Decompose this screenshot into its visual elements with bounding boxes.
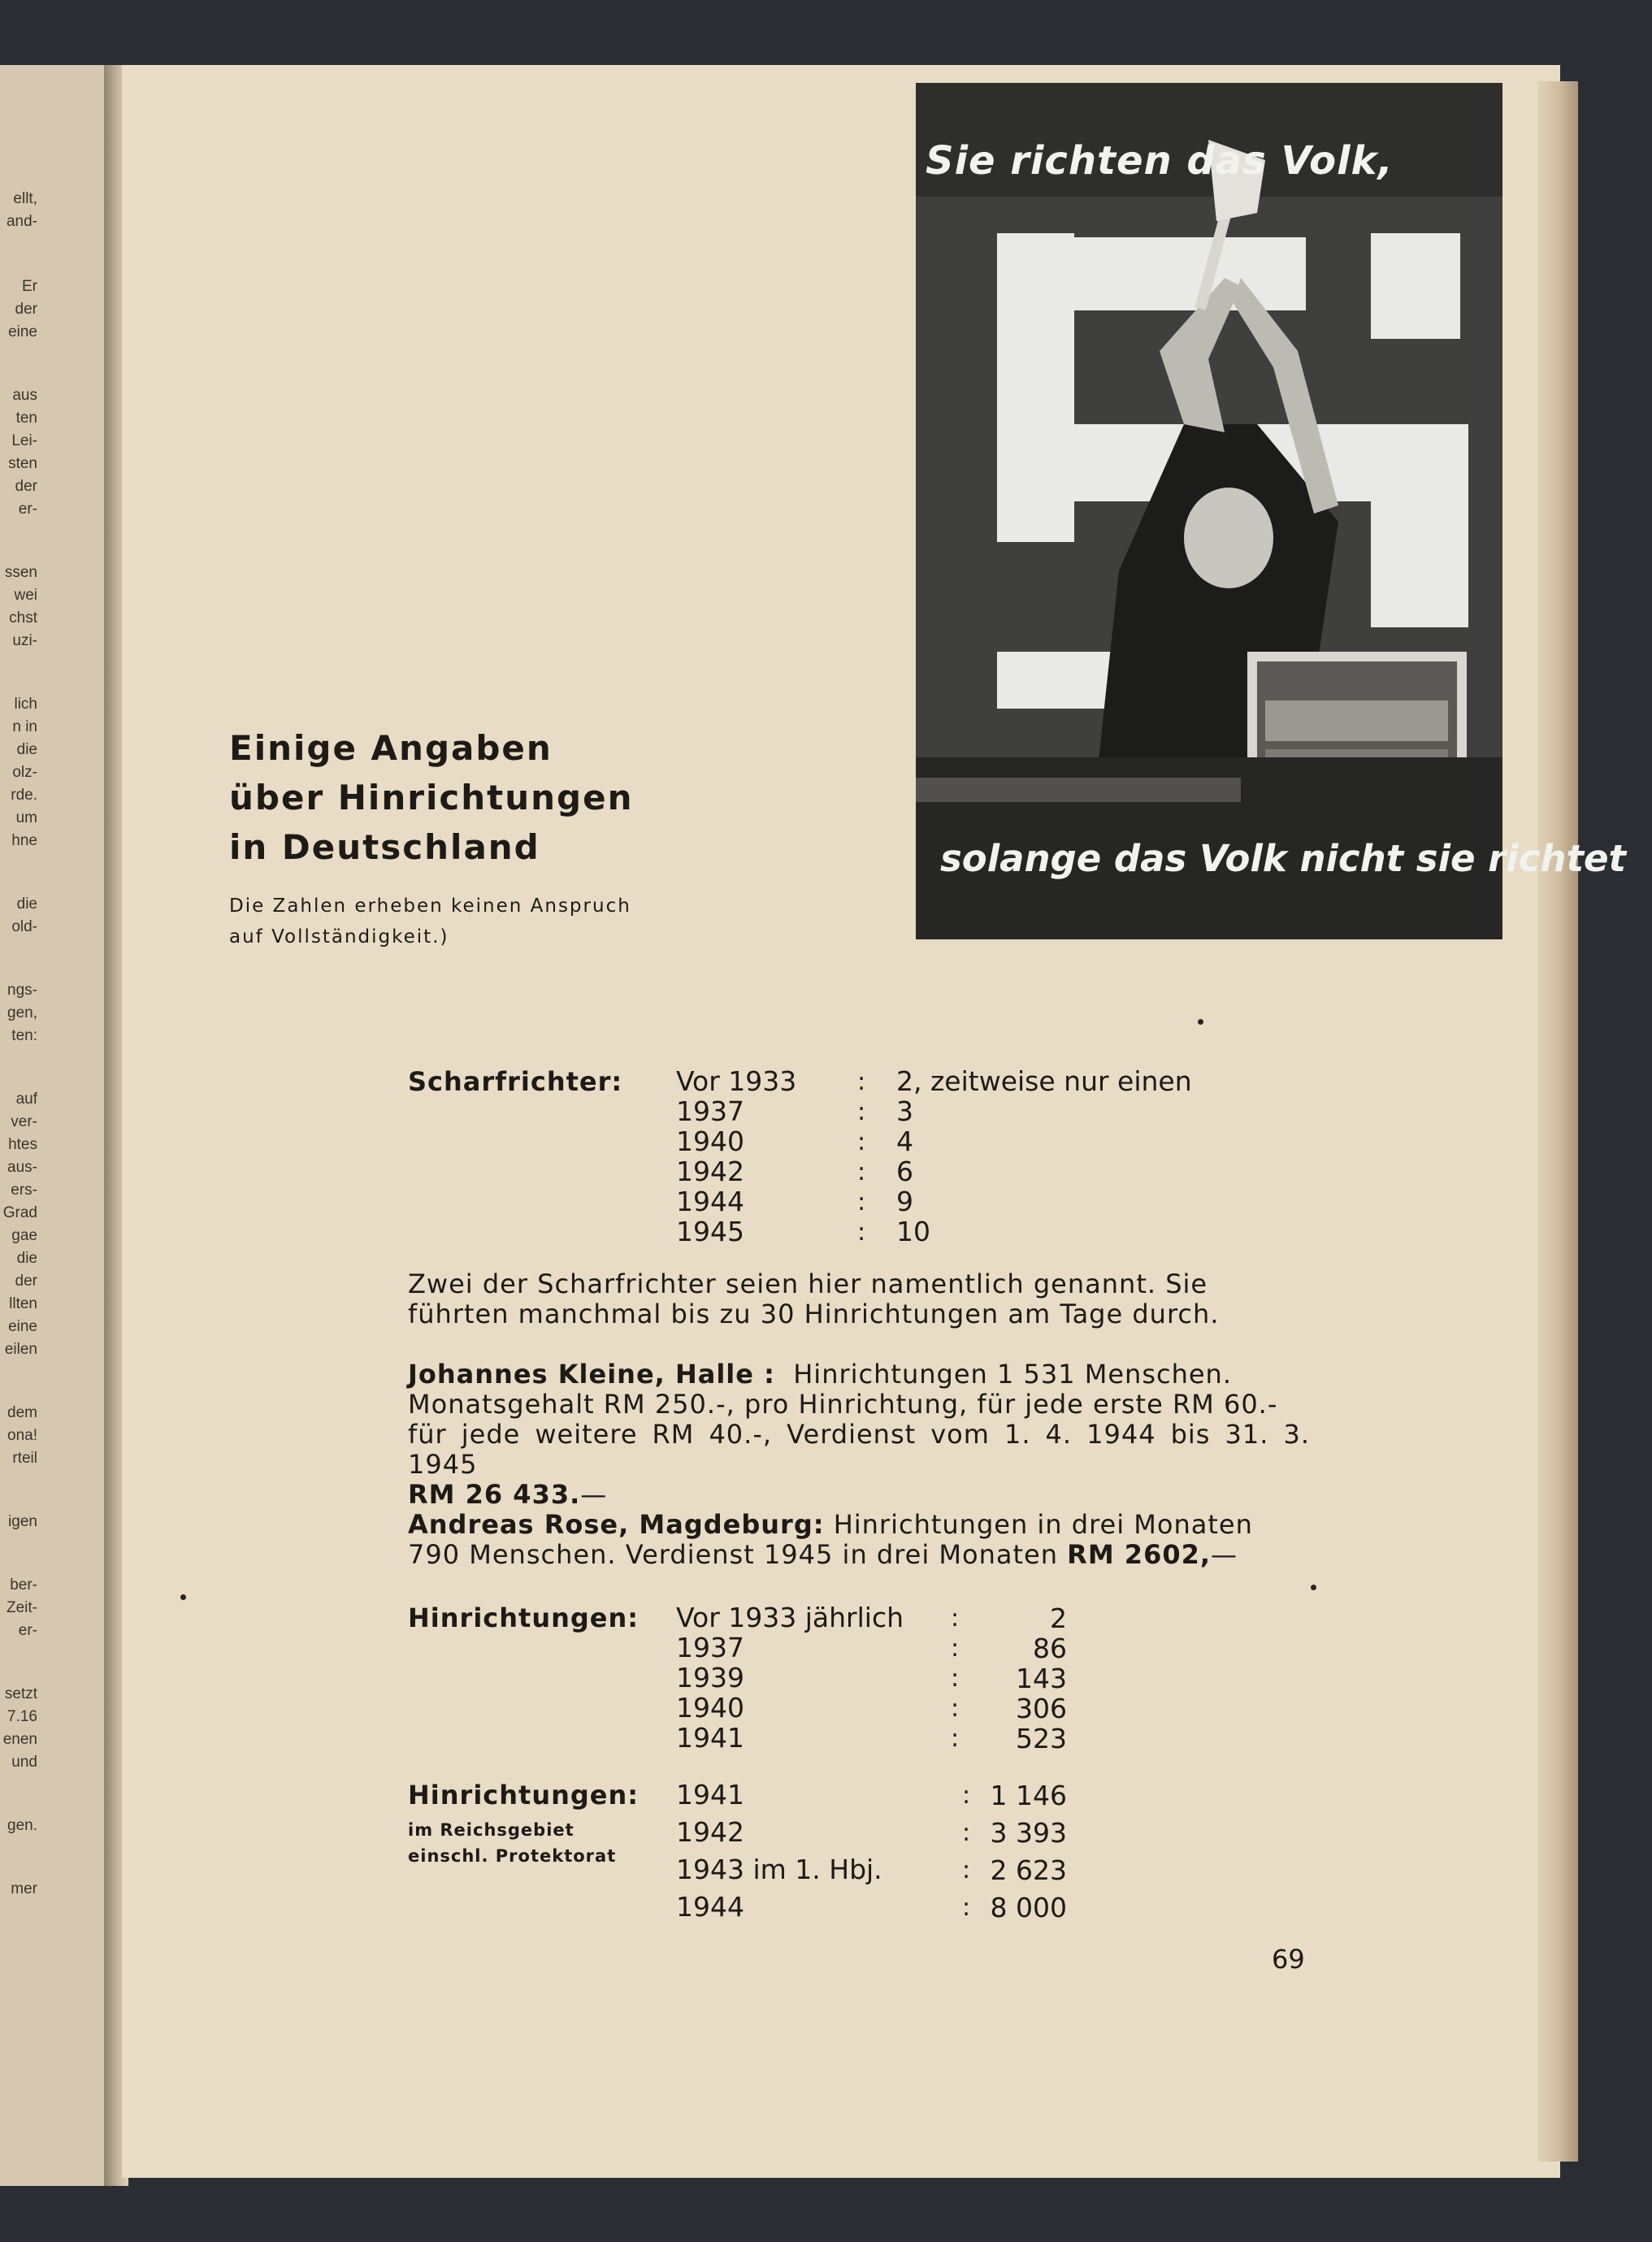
execution-year: 1937 [676, 1632, 744, 1663]
margin-fragment: Grad [2, 1204, 37, 1221]
margin-fragment: n in [12, 718, 37, 735]
margin-fragment: eilen [4, 1341, 37, 1358]
margin-fragment: der [15, 1273, 37, 1290]
margin-fragment: aus [12, 387, 37, 404]
execution-year: 1941 [676, 1722, 744, 1754]
poster-white-bar [997, 237, 1306, 310]
table-separator: : [857, 1188, 866, 1216]
margin-fragment: llten [9, 1295, 37, 1312]
note-line: Die Zahlen erheben keinen Anspruch [229, 895, 631, 917]
scharfrichter-year: 1942 [676, 1156, 744, 1187]
title-line: über Hinrichtungen [229, 778, 634, 817]
title-line: Einige Angaben [229, 728, 553, 768]
margin-fragment: um [15, 809, 37, 826]
margin-fragment: gen, [7, 1004, 37, 1021]
margin-fragment: uzi- [12, 632, 37, 649]
rose-name: Andreas Rose, Magdeburg: [408, 1509, 825, 1540]
page-title [229, 723, 633, 872]
margin-fragment: htes [8, 1136, 37, 1153]
margin-fragment: olz- [12, 764, 37, 781]
margin-fragment: sten [8, 455, 37, 472]
table-separator: : [857, 1098, 866, 1126]
margin-fragment: die [16, 1250, 37, 1267]
table-separator: : [951, 1724, 960, 1753]
scharfrichter-count: 4 [896, 1125, 913, 1157]
table-separator: : [951, 1604, 960, 1633]
scharfrichter-count: 3 [896, 1095, 913, 1127]
margin-fragment: mer [11, 1880, 37, 1897]
margin-fragment: die [16, 741, 37, 758]
margin-fragment: igen [8, 1513, 37, 1530]
margin-fragment: eine [8, 1318, 37, 1335]
sublabel-line: im Reichsgebiet [408, 1820, 575, 1840]
table-separator: : [857, 1128, 866, 1156]
poster-illustration [916, 83, 1502, 939]
poster-photo [916, 83, 1627, 939]
margin-fragment: ber- [10, 1576, 37, 1594]
margin-fragment: ellt, [13, 190, 37, 207]
scharfrichter-year: 1945 [676, 1216, 744, 1247]
table-separator: : [857, 1158, 866, 1186]
margin-fragment: ers- [11, 1182, 37, 1199]
paper-speck [180, 1594, 186, 1600]
note-line: auf Vollständigkeit.) [229, 926, 449, 948]
margin-fragment: wei [14, 587, 37, 604]
margin-fragment: eine [8, 323, 37, 340]
kleine-paragraph [408, 1360, 1310, 1510]
poster-top-text: Sie richten das Volk, [926, 138, 1394, 184]
table-separator: : [857, 1068, 866, 1096]
execution-count: 1 146 [990, 1780, 1067, 1811]
table-separator: : [951, 1694, 960, 1723]
table-separator: : [962, 1893, 971, 1922]
kleine-dash: — [580, 1479, 608, 1510]
title-line: in Deutschland [229, 827, 540, 867]
table-separator: : [857, 1218, 866, 1247]
scharfrichter-count: 9 [896, 1186, 913, 1217]
intro-paragraph [408, 1269, 1310, 1329]
margin-fragment: gae [11, 1227, 37, 1244]
execution-year: 1944 [676, 1891, 744, 1923]
margin-fragment: und [11, 1754, 37, 1771]
execution-count: 143 [1016, 1663, 1067, 1694]
scharfrichter-year: 1944 [676, 1186, 744, 1217]
scharfrichter-year: 1937 [676, 1095, 744, 1127]
kleine-line3: für jede weitere RM 40.-, Verdienst vom 1. 4. 1944 bis 31. 3. 1945 [408, 1419, 1310, 1480]
paper-speck [1198, 1019, 1203, 1025]
margin-fragment: Er [22, 278, 37, 295]
margin-fragment: enen [2, 1731, 37, 1748]
table-separator: : [962, 1819, 971, 1847]
margin-fragment: dem [7, 1404, 37, 1421]
margin-fragment: rde. [11, 787, 37, 804]
scharfrichter-count: 10 [896, 1216, 930, 1247]
margin-fragment: ona! [7, 1427, 37, 1444]
margin-fragment: ten [15, 410, 37, 427]
margin-fragment: ver- [11, 1113, 37, 1130]
margin-fragment: er- [18, 1622, 37, 1639]
margin-fragment: lich [14, 696, 37, 713]
kleine-line1: Hinrichtungen 1 531 Menschen. [793, 1359, 1232, 1390]
rose-paragraph [408, 1510, 1310, 1570]
margin-fragment: Zeit- [7, 1599, 37, 1616]
scharfrichter-label: Scharfrichter: [408, 1066, 623, 1097]
execution-count: 86 [1033, 1633, 1067, 1664]
scharfrichter-year: Vor 1933 [676, 1065, 797, 1097]
execution-count: 8 000 [990, 1892, 1067, 1923]
margin-fragment: hne [11, 832, 37, 849]
page-edge [1537, 81, 1578, 2162]
table-separator: : [962, 1781, 971, 1810]
kleine-name: Johannes Kleine, Halle : [408, 1359, 775, 1390]
margin-fragment: 7.16 [7, 1708, 37, 1725]
margin-fragment: setzt [4, 1685, 37, 1702]
completeness-note [229, 891, 684, 952]
kleine-line2: Monatsgehalt RM 250.-, pro Hinrichtung, für jede erste RM 60.- [408, 1389, 1278, 1420]
intro-line: Zwei der Scharfrichter seien hier namentlich genannt. Sie [408, 1268, 1208, 1299]
poster-white-bar [1371, 424, 1468, 627]
rose-dash: — [1211, 1539, 1238, 1570]
intro-line: führten manchmal bis zu 30 Hinrichtungen am Tage durch. [408, 1299, 1220, 1329]
table-separator: : [951, 1634, 960, 1663]
margin-fragment: gen. [7, 1817, 37, 1834]
reichsgebiet-note [408, 1817, 616, 1869]
execution-count: 306 [1016, 1693, 1067, 1724]
scharfrichter-count: 6 [896, 1156, 913, 1187]
margin-fragment: old- [11, 918, 37, 935]
poster-bottom-text: solange das Volk nicht sie richtet [940, 837, 1627, 880]
table-separator: : [951, 1664, 960, 1693]
sublabel-line: einschl. Protektorat [408, 1846, 617, 1866]
margin-fragment: aus- [7, 1159, 37, 1176]
margin-fragment: der [15, 301, 37, 318]
scharfrichter-count: 2, zeitweise nur einen [896, 1065, 1192, 1097]
kleine-total: RM 26 433. [408, 1479, 581, 1510]
execution-year: 1942 [676, 1816, 744, 1848]
hinrichtungen-reich-label: Hinrichtungen: [408, 1780, 640, 1811]
rose-total: RM 2602, [1067, 1539, 1212, 1570]
page-number: 69 [1272, 1944, 1305, 1975]
margin-fragment: er- [18, 501, 37, 518]
table-separator: : [962, 1856, 971, 1884]
execution-count: 3 393 [990, 1817, 1067, 1849]
rose-line1: Hinrichtungen in drei Monaten [833, 1509, 1253, 1540]
execution-year: 1940 [676, 1692, 744, 1724]
execution-year: 1939 [676, 1662, 744, 1693]
margin-fragment: Lei- [11, 432, 37, 449]
execution-count: 2 [1050, 1602, 1067, 1634]
poster-white-bar [1371, 233, 1460, 339]
left-page [0, 65, 114, 2186]
margin-fragment: and- [6, 213, 37, 230]
execution-count: 2 623 [990, 1854, 1067, 1886]
margin-fragment: die [16, 895, 37, 913]
margin-fragment: der [15, 478, 37, 495]
execution-year: Vor 1933 jährlich [676, 1602, 904, 1633]
paper-speck [1311, 1585, 1316, 1590]
execution-year: 1943 im 1. Hbj. [676, 1854, 882, 1885]
margin-fragment: ssen [4, 564, 37, 581]
margin-fragment: auf [15, 1091, 37, 1108]
margin-fragment: ngs- [7, 982, 37, 999]
margin-fragment: ten: [11, 1027, 37, 1044]
execution-count: 523 [1016, 1723, 1067, 1754]
scharfrichter-year: 1940 [676, 1125, 744, 1157]
margin-fragment: chst [9, 609, 37, 627]
execution-year: 1941 [676, 1779, 744, 1811]
margin-fragment: rteil [12, 1450, 37, 1467]
figure-face [1184, 488, 1273, 588]
hinrichtungen-label: Hinrichtungen: [408, 1602, 640, 1633]
rose-line2: 790 Menschen. Verdienst 1945 in drei Monaten [408, 1539, 1058, 1570]
